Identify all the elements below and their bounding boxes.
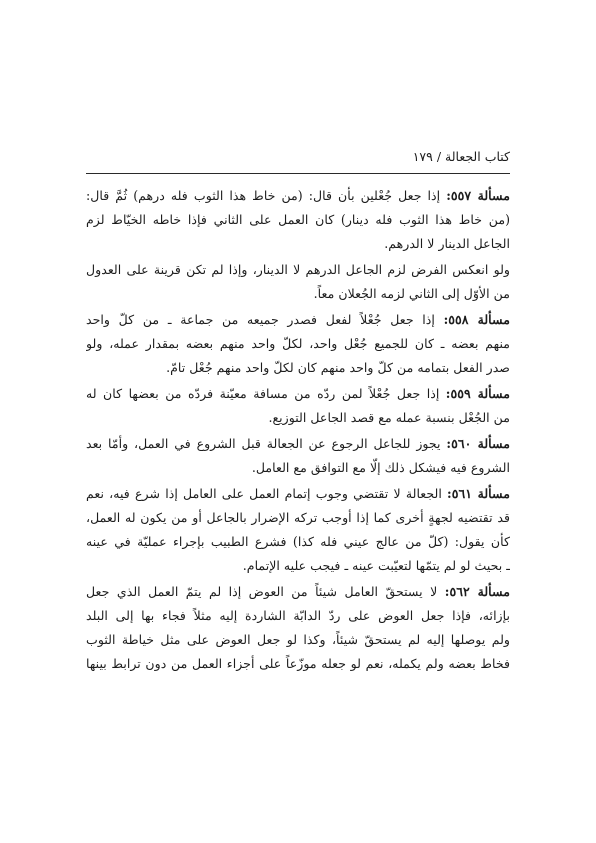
paragraph-issue-562 xyxy=(86,580,510,676)
text-line: ولم يوصلها إليه لم يستحقّ شيئاً، وكذا لو جعل العوض على مثل خياطة الثوب xyxy=(86,632,510,647)
issue-label: مسألة ٥٦٢: xyxy=(444,584,510,599)
text-line: من الجُعْل بنسبة عمله مع قصد الجاعل التوزيع. xyxy=(268,410,510,425)
text-line: بإزائه، فإذا جعل العوض على ردّ الدابّة الشاردة إليه مثلاً فجاء بها إلى البلد xyxy=(86,608,510,623)
text-line: يجوز للجاعل الرجوع عن الجعالة قبل الشروع في العمل، وأمّا بعد xyxy=(86,436,441,451)
text-line: لا يستحقّ العامل شيئاً من العوض إذا لم يتمّ العمل الذي جعل xyxy=(86,584,438,599)
paragraph-issue-561 xyxy=(86,482,510,578)
text-line: ـ بحيث لو لم يتمّها لتعيّبت عينه ـ فيجب عليه الإتمام. xyxy=(242,558,510,573)
text-line: الجعالة لا تقتضي وجوب إتمام العمل على العامل إذا شرع فيه، نعم xyxy=(86,486,442,501)
issue-label: مسألة ٥٥٩: xyxy=(445,386,510,401)
text-line: إذا جعل جُعْلاً لفعل فصدر جميعه من جماعة ـ من كلّ واحد xyxy=(86,312,435,327)
issue-label: مسألة ٥٦١: xyxy=(447,486,510,501)
text-line: قد تقتضيه لجهةٍ أخرى كما إذا أوجب تركه الإضرار بالجاعل أو من يكون له العمل، xyxy=(86,510,510,525)
text-line: الجاعل الدينار لا الدرهم. xyxy=(384,236,510,251)
text-line: فخاط بعضه ولم يكمله، نعم لو جعله موزّعاً على أجزاء العمل من دون ترابط بينها xyxy=(86,656,510,671)
header-rule xyxy=(86,173,510,174)
text-line: كأن يقول: (كلّ من عالج عيني فله كذا) فشرع الطبيب بإجراء عمليّة في عينه xyxy=(86,534,510,549)
text-line: الشروع فيه فيشكل ذلك إلّا مع التوافق مع العامل. xyxy=(251,460,510,475)
issue-label: مسألة ٥٥٨: xyxy=(443,312,510,327)
text-line: إذا جعل جُعْلاً لمن ردّه من مسافة معيّنة فردّه من بعضها كان له xyxy=(86,386,440,401)
issue-label: مسألة ٥٦٠: xyxy=(446,436,510,451)
paragraph-issue-557 xyxy=(86,184,510,256)
text-line: منهم بعضه ـ كان للجميع جُعْل واحد، لكلّ واحد منهم بعضه بمقدار عمله، ولو xyxy=(86,336,510,351)
paragraph-continuation xyxy=(86,258,510,306)
paragraph-issue-558 xyxy=(86,308,510,380)
text-line: (من خاط هذا الثوب فله دينار) كان العمل على الثاني فإذا خاطه الخيّاط لزم xyxy=(86,212,510,227)
paragraph-issue-559 xyxy=(86,382,510,430)
text-line: ولو انعكس الفرض لزم الجاعل الدرهم لا الدينار، وإذا لم تكن قرينة على العدول xyxy=(86,262,510,277)
issue-label: مسألة ٥٥٧: xyxy=(446,188,510,203)
page-body xyxy=(86,184,510,678)
running-header: كتاب الجعالة / ١٧٩ xyxy=(412,149,510,164)
text-line: صدر الفعل بتمامه من كلّ واحد منهم كان لكلّ واحد منهم جُعْل تامّ. xyxy=(166,360,510,375)
text-line: من الأوّل إلى الثاني لزمه الجُعلان معاً. xyxy=(313,286,510,301)
text-line: إذا جعل جُعْلين بأن قال: (من خاط هذا الثوب فله درهم) ثُمَّ قال: xyxy=(86,188,441,203)
paragraph-issue-560 xyxy=(86,432,510,480)
